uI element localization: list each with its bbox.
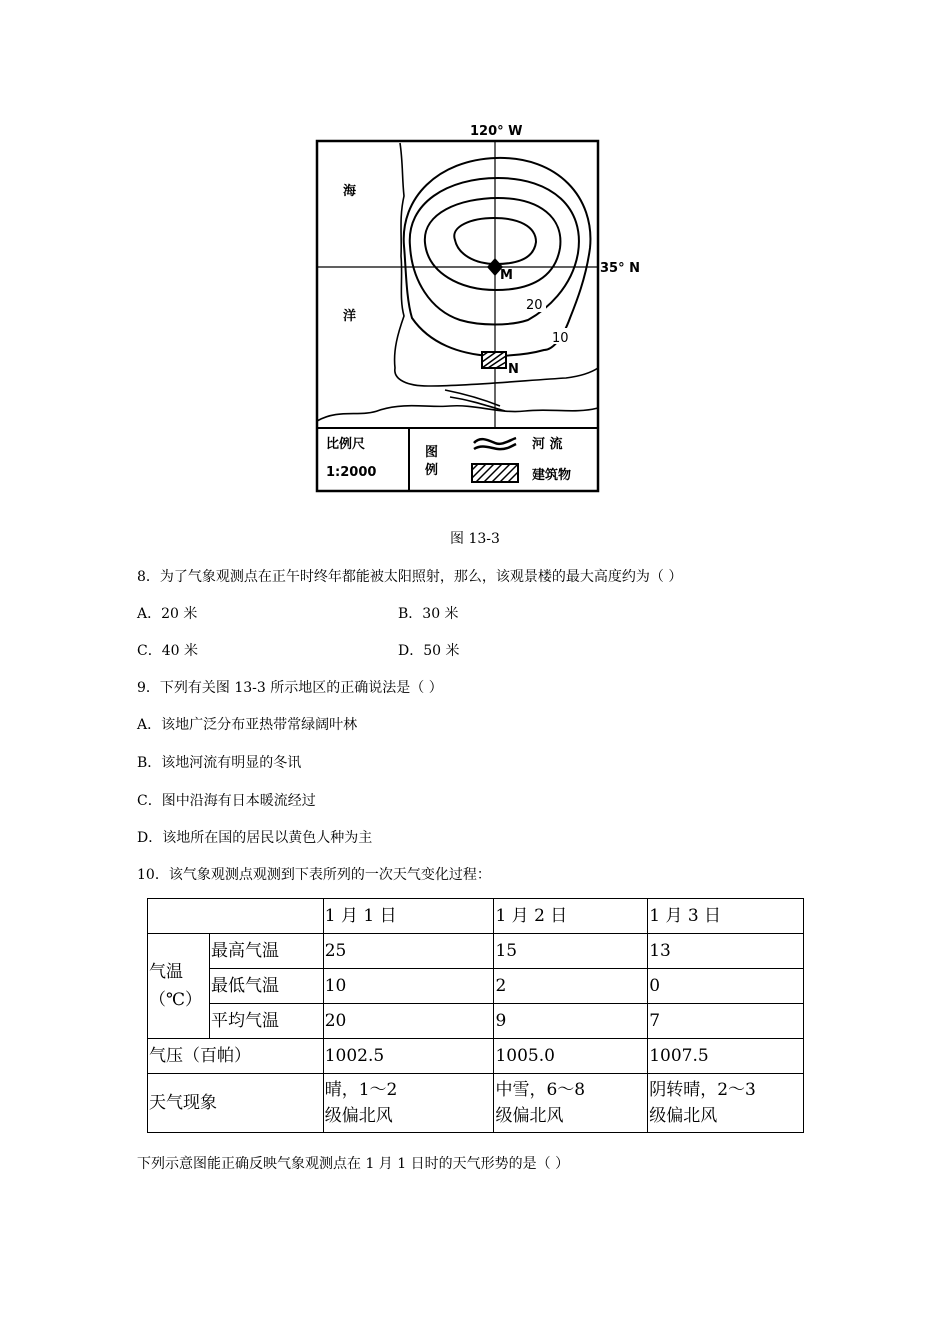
table-cell: 1005.0 bbox=[494, 1039, 648, 1074]
weather-text: 级偏北风 bbox=[649, 1106, 718, 1126]
scale-value: 1:2000 bbox=[326, 465, 377, 480]
q8-option-a: A．20 米 bbox=[137, 606, 198, 622]
table-row bbox=[148, 1004, 804, 1039]
weather-table bbox=[147, 898, 804, 1133]
temperature-group-label bbox=[148, 934, 210, 1039]
table-cell: 0 bbox=[648, 969, 804, 1004]
temperature-unit: （℃） bbox=[149, 990, 203, 1010]
table-cell: 25 bbox=[323, 934, 494, 969]
table-row bbox=[148, 1074, 804, 1133]
table-header-day1: 1 月 1 日 bbox=[323, 899, 494, 934]
row-label: 天气现象 bbox=[148, 1074, 324, 1133]
table-header-day3: 1 月 3 日 bbox=[648, 899, 804, 934]
contour-10 bbox=[404, 158, 591, 356]
table-cell: 9 bbox=[494, 1004, 648, 1039]
table-cell: 20 bbox=[323, 1004, 494, 1039]
latitude-label: 35° N bbox=[600, 261, 640, 276]
row-label: 气压（百帕） bbox=[148, 1039, 324, 1074]
table-row bbox=[148, 1039, 804, 1074]
row-label: 最低气温 bbox=[209, 969, 323, 1004]
question-8: 8．为了气象观测点在正午时终年都能被太阳照射，那么，该观景楼的最大高度约为（ ） bbox=[137, 569, 683, 585]
legend-building-label: 建筑物 bbox=[532, 468, 572, 483]
table-row bbox=[148, 934, 804, 969]
legend-river-symbol bbox=[474, 438, 516, 449]
q8-option-c: C．40 米 bbox=[137, 643, 198, 659]
table-cell: 2 bbox=[494, 969, 648, 1004]
table-row bbox=[148, 969, 804, 1004]
table-corner-cell bbox=[148, 899, 324, 934]
table-cell bbox=[648, 1074, 804, 1133]
table-cell: 10 bbox=[323, 969, 494, 1004]
contour-inner bbox=[425, 198, 561, 290]
building-n-marker bbox=[482, 352, 506, 368]
sea-label-1: 海 bbox=[343, 184, 357, 199]
legend-char-2: 例 bbox=[425, 463, 439, 478]
contour-20-label: 20 bbox=[526, 298, 543, 313]
table-cell: 1002.5 bbox=[323, 1039, 494, 1074]
point-n-label: N bbox=[508, 362, 519, 377]
legend-building-symbol bbox=[472, 464, 518, 482]
question-9: 9．下列有关图 13-3 所示地区的正确说法是（ ） bbox=[137, 680, 443, 696]
legend-char-1: 图 bbox=[425, 445, 439, 460]
q9-option-d: D．该地所在国的居民以黄色人种为主 bbox=[137, 830, 373, 846]
row-label: 平均气温 bbox=[209, 1004, 323, 1039]
weather-text: 晴，1～2 bbox=[324, 1080, 398, 1100]
question-10-footer: 下列示意图能正确反映气象观测点在 1 月 1 日时的天气形势的是（ ） bbox=[137, 1156, 570, 1172]
table-cell: 15 bbox=[494, 934, 648, 969]
question-10: 10．该气象观测点观测到下表所列的一次天气变化过程： bbox=[137, 867, 491, 883]
table-cell: 1007.5 bbox=[648, 1039, 804, 1074]
q9-option-c: C．图中沿海有日本暖流经过 bbox=[137, 793, 316, 809]
longitude-label: 120° W bbox=[470, 124, 523, 139]
contour-map bbox=[300, 118, 645, 500]
contour-20 bbox=[410, 178, 579, 325]
figure-caption: 图 13-3 bbox=[450, 531, 500, 547]
row-label: 最高气温 bbox=[209, 934, 323, 969]
table-cell: 7 bbox=[648, 1004, 804, 1039]
table-header-row bbox=[148, 899, 804, 934]
q8-option-d: D．50 米 bbox=[398, 643, 460, 659]
point-m-label: M bbox=[500, 268, 513, 283]
scale-title: 比例尺 bbox=[326, 437, 366, 452]
contour-map-figure bbox=[300, 118, 645, 500]
river-line bbox=[317, 406, 598, 421]
temperature-label: 气温 bbox=[149, 962, 183, 982]
q9-option-b: B．该地河流有明显的冬讯 bbox=[137, 755, 302, 771]
legend-river-label: 河 流 bbox=[532, 437, 563, 452]
table-cell: 13 bbox=[648, 934, 804, 969]
q8-option-b: B．30 米 bbox=[398, 606, 459, 622]
contour-10-label: 10 bbox=[552, 331, 569, 346]
weather-text: 阴转晴，2～3 bbox=[649, 1080, 756, 1100]
weather-text: 级偏北风 bbox=[495, 1106, 564, 1126]
table-cell bbox=[494, 1074, 648, 1133]
weather-text: 级偏北风 bbox=[324, 1106, 393, 1126]
sea-label-2: 洋 bbox=[343, 309, 357, 324]
table-cell bbox=[323, 1074, 494, 1133]
weather-text: 中雪，6～8 bbox=[495, 1080, 586, 1100]
q9-option-a: A．该地广泛分布亚热带常绿阔叶林 bbox=[137, 717, 358, 733]
table-header-day2: 1 月 2 日 bbox=[494, 899, 648, 934]
